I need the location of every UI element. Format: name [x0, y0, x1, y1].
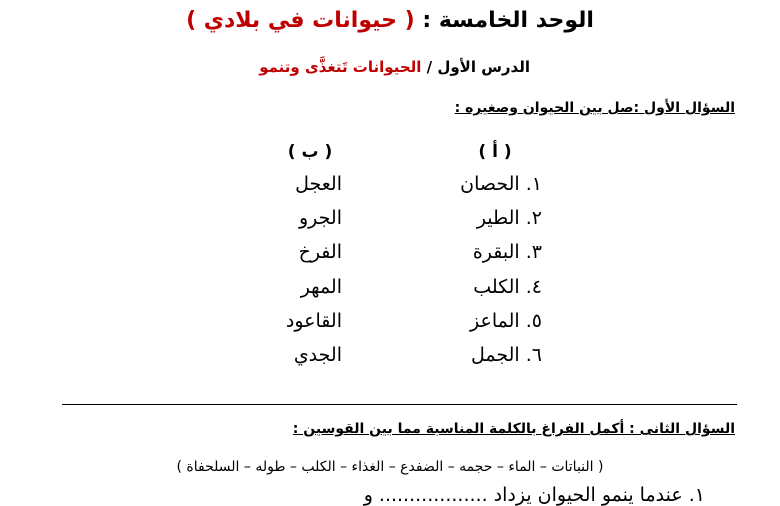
unit-name: ( حيوانات في بلادي ) [186, 8, 415, 33]
column-b-item: الفرخ [298, 241, 342, 263]
column-b-item: العجل [295, 173, 342, 195]
unit-title [0, 8, 780, 33]
lesson-prefix: الدرس الأول / [426, 58, 530, 76]
column-a-item: ٤. الكلب [473, 276, 542, 298]
column-a-item: ٥. الماعز [470, 310, 542, 332]
lesson-title [259, 58, 530, 76]
column-a-item: ٦. الجمل [470, 344, 542, 366]
unit-prefix: الوحد الخامسة : [422, 8, 594, 33]
column-a-item: ١. الحصان [460, 173, 542, 195]
word-bank: ( النباتات – الماء – حجمه – الضفدع – الغذاء – الكلب – طوله – السلحفاة ) [176, 459, 604, 475]
column-b-item: الجدي [293, 344, 342, 366]
column-b-header: ( ب ) [287, 142, 333, 162]
column-a-item: ٢. الطير [476, 207, 542, 229]
question1-title: السؤال الأول :صل بين الحيوان وصغيره : [454, 100, 735, 116]
section-divider [62, 404, 737, 405]
lesson-name: الحيوانات تَتغذَّى وتنمو [259, 58, 422, 76]
column-b-item: الجرو [299, 207, 342, 229]
question2-title: السؤال الثانى : أكمل الفراغ بالكلمة المناسبة مما بين القوسين : [292, 421, 735, 437]
column-a-item: ٣. البقرة [472, 241, 542, 263]
fill-blank-line: ١. عندما ينمو الحيوان يزداد .................. و [363, 484, 705, 506]
column-b-item: القاعود [285, 310, 342, 332]
column-a-header: ( أ ) [478, 142, 512, 162]
column-b-item: المهر [300, 276, 342, 298]
